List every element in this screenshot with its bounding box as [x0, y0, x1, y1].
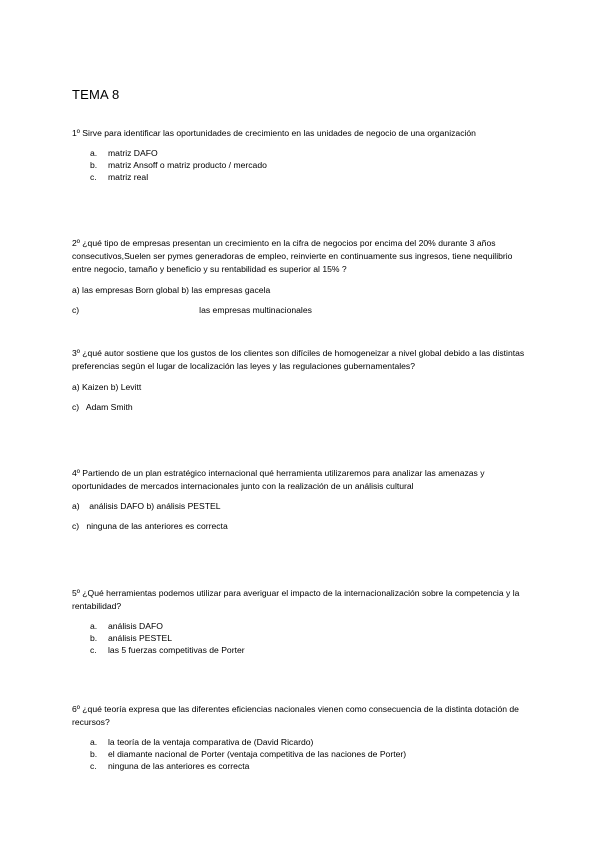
question-1-option-a: a. matriz DAFO: [90, 148, 158, 158]
page-title: TEMA 8: [72, 87, 120, 102]
question-6-text: 6º ¿qué teoría expresa que las diferentes eficiencias nacionales vienen como consecuencia de la distinta dotación de recursos?: [72, 704, 519, 727]
question-3-text: 3º ¿qué autor sostiene que los gustos de los clientes son difíciles de homogeneizar a nivel global debido a las distintas preferencias según el lugar de localización las leyes y las regulaciones gubernamentales?: [72, 348, 525, 371]
question-2-options-line-2: c) las empresas multinacionales: [72, 305, 312, 315]
question-6-option-a: a. la teoría de la ventaja comparativa de (David Ricardo): [90, 737, 314, 747]
question-4-text: 4º Partiendo de un plan estratégico internacional qué herramienta utilizaremos para analizar las amenazas y oportunidades de mercados internacionales junto con la realización de un análisis cultural: [72, 468, 485, 491]
question-4-options-line-2: c) ninguna de las anteriores es correcta: [72, 521, 228, 531]
question-3-options-line-2: c) Adam Smith: [72, 402, 133, 412]
question-2-text: 2º ¿qué tipo de empresas presentan un crecimiento en la cifra de negocios por encima del 20% durante 3 años consecutivos,Suelen ser pymes generadoras de empleo, reinvierte en continuamente sus ingresos, tiene nequilibrio entre negocio, tamaño y beneficio y su rentabilidad es superior al 15% ?: [72, 238, 513, 274]
question-1-option-b: b. matriz Ansoff o matriz producto / mercado: [90, 160, 267, 170]
question-3-options-line-1: a) Kaizen b) Levitt: [72, 382, 142, 392]
question-5-option-c: c. las 5 fuerzas competitivas de Porter: [90, 645, 245, 655]
question-2-options-line-1: a) las empresas Born global b) las empresas gacela: [72, 285, 271, 295]
question-6-option-b: b. el diamante nacional de Porter (ventaja competitiva de las naciones de Porter): [90, 749, 407, 759]
question-1-text: 1º Sirve para identificar las oportunidades de crecimiento en las unidades de negocio de una organización: [72, 128, 476, 138]
question-6-option-c: c. ninguna de las anteriores es correcta: [90, 761, 250, 771]
question-5-text: 5º ¿Qué herramientas podemos utilizar para averiguar el impacto de la internacionalización sobre la competencia y la rentabilidad?: [72, 588, 520, 611]
question-1-option-c: c. matriz real: [90, 172, 149, 182]
question-5-option-a: a. análisis DAFO: [90, 621, 163, 631]
question-4-options-line-1: a) análisis DAFO b) análisis PESTEL: [72, 501, 221, 511]
question-5-option-b: b. análisis PESTEL: [90, 633, 173, 643]
